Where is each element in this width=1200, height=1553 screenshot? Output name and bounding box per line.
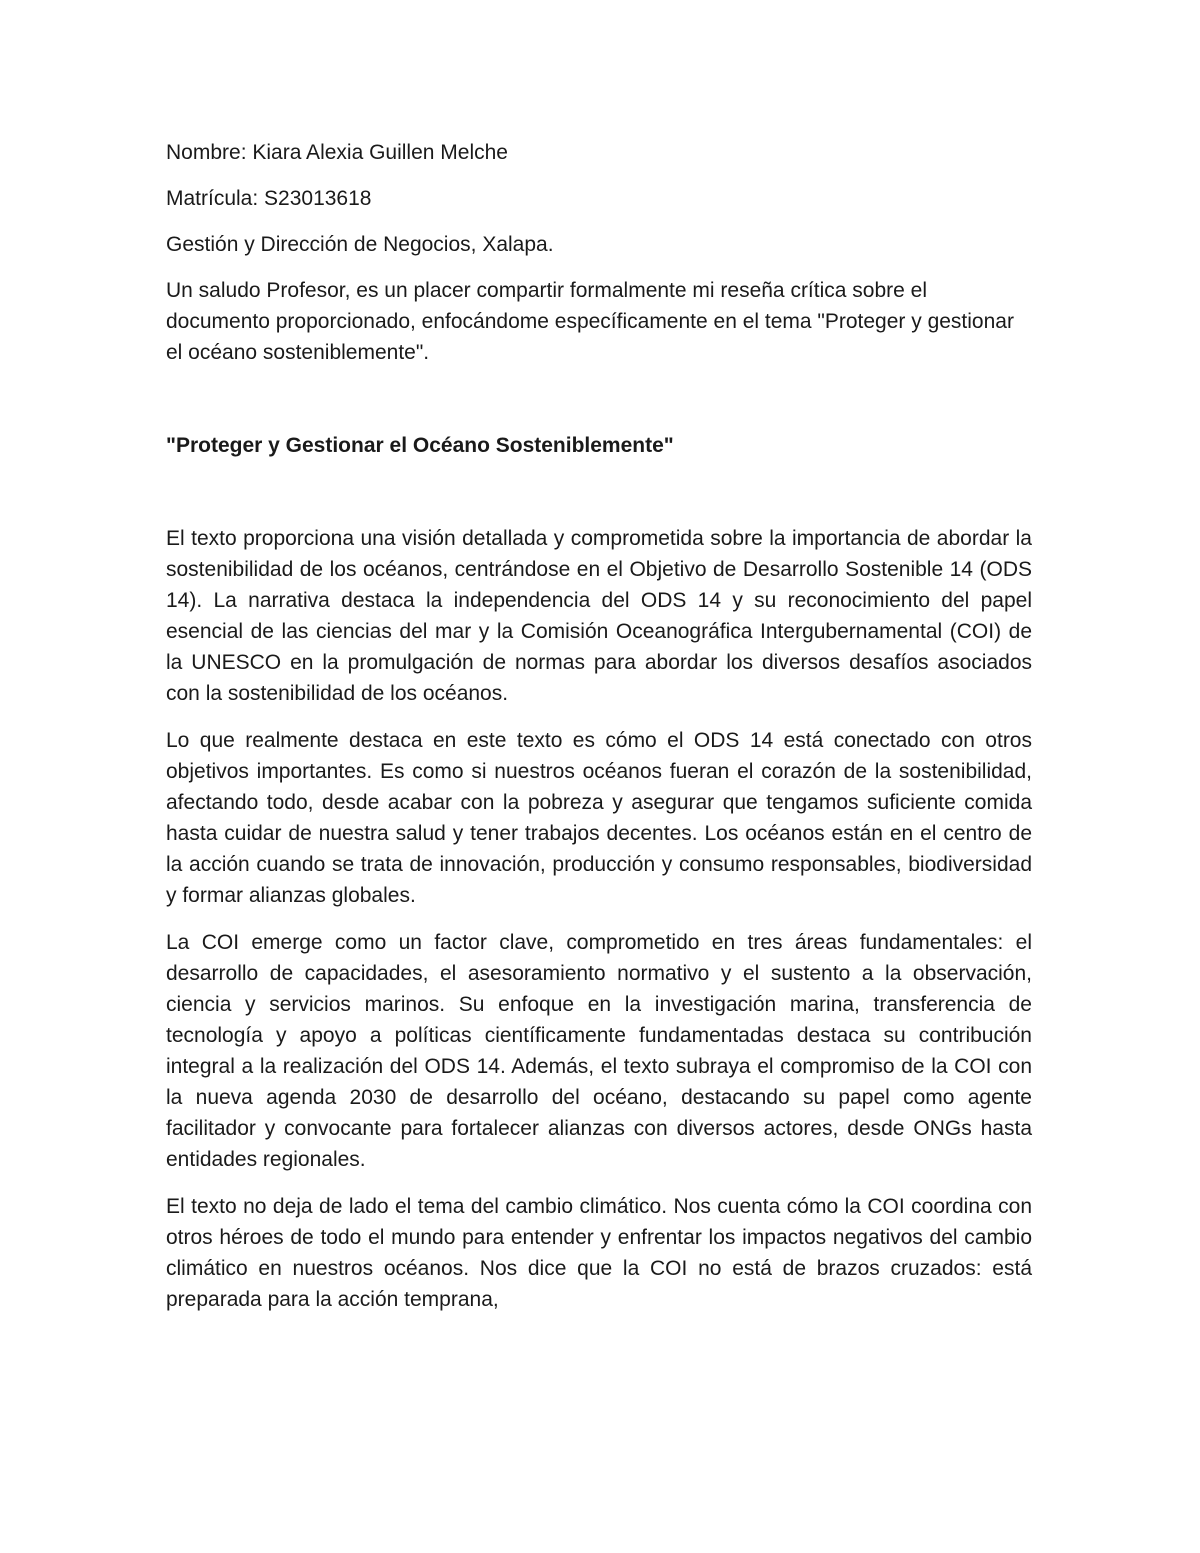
student-name: Nombre: Kiara Alexia Guillen Melche: [166, 141, 508, 164]
body-paragraph-3: La COI emerge como un factor clave, comprometido en tres áreas fundamentales: el desarrollo de capacidades, el asesoramiento normativo y el sustento a la observación, ciencia y servicios marinos. Su enfoque en la investigación marina, transferencia de tecnología y apoyo a políticas científicamente fundamentadas destaca su contribución integral a la realización del ODS 14. Además, el texto subraya el compromiso de la COI con la nueva agenda 2030 de desarrollo del océano, destacando su papel como agente facilitador y convocante para fortalecer alianzas con diversos actores, desde ONGs hasta entidades regionales.: [166, 931, 1032, 1171]
document-title: "Proteger y Gestionar el Océano Sosteniblemente": [166, 434, 674, 457]
document-body: [166, 137, 1032, 1331]
title-spacer: [166, 461, 1032, 523]
program-name: Gestión y Dirección de Negocios, Xalapa.: [166, 233, 554, 256]
body-paragraph-4: El texto no deja de lado el tema del cambio climático. Nos cuenta cómo la COI coordina con otros héroes de todo el mundo para entender y enfrentar los impactos negativos del cambio climático en nuestros océanos. Nos dice que la COI no está de brazos cruzados: está preparada para la acción temprana,: [166, 1195, 1032, 1311]
body-paragraph-1: El texto proporciona una visión detallada y comprometida sobre la importancia de abordar la sostenibilidad de los océanos, centrándose en el Objetivo de Desarrollo Sostenible 14 (ODS 14). La narrativa destaca la independencia del ODS 14 y su reconocimiento del papel esencial de las ciencias del mar y la Comisión Oceanográfica Intergubernamental (COI) de la UNESCO en la promulgación de normas para abordar los diversos desafíos asociados con la sostenibilidad de los océanos.: [166, 527, 1032, 705]
student-id: Matrícula: S23013618: [166, 187, 372, 210]
intro-paragraph: Un saludo Profesor, es un placer compartir formalmente mi reseña crítica sobre el documento proporcionado, enfocándome específicamente en el tema "Proteger y gestionar el océano sosteniblemente".: [166, 279, 1014, 364]
body-paragraph-2: Lo que realmente destaca en este texto es cómo el ODS 14 está conectado con otros objetivos importantes. Es como si nuestros océanos fueran el corazón de la sostenibilidad, afectando todo, desde acabar con la pobreza y asegurar que tengamos suficiente comida hasta cuidar de nuestra salud y tener trabajos decentes. Los océanos están en el centro de la acción cuando se trata de innovación, producción y consumo responsables, biodiversidad y formar alianzas globales.: [166, 729, 1032, 907]
